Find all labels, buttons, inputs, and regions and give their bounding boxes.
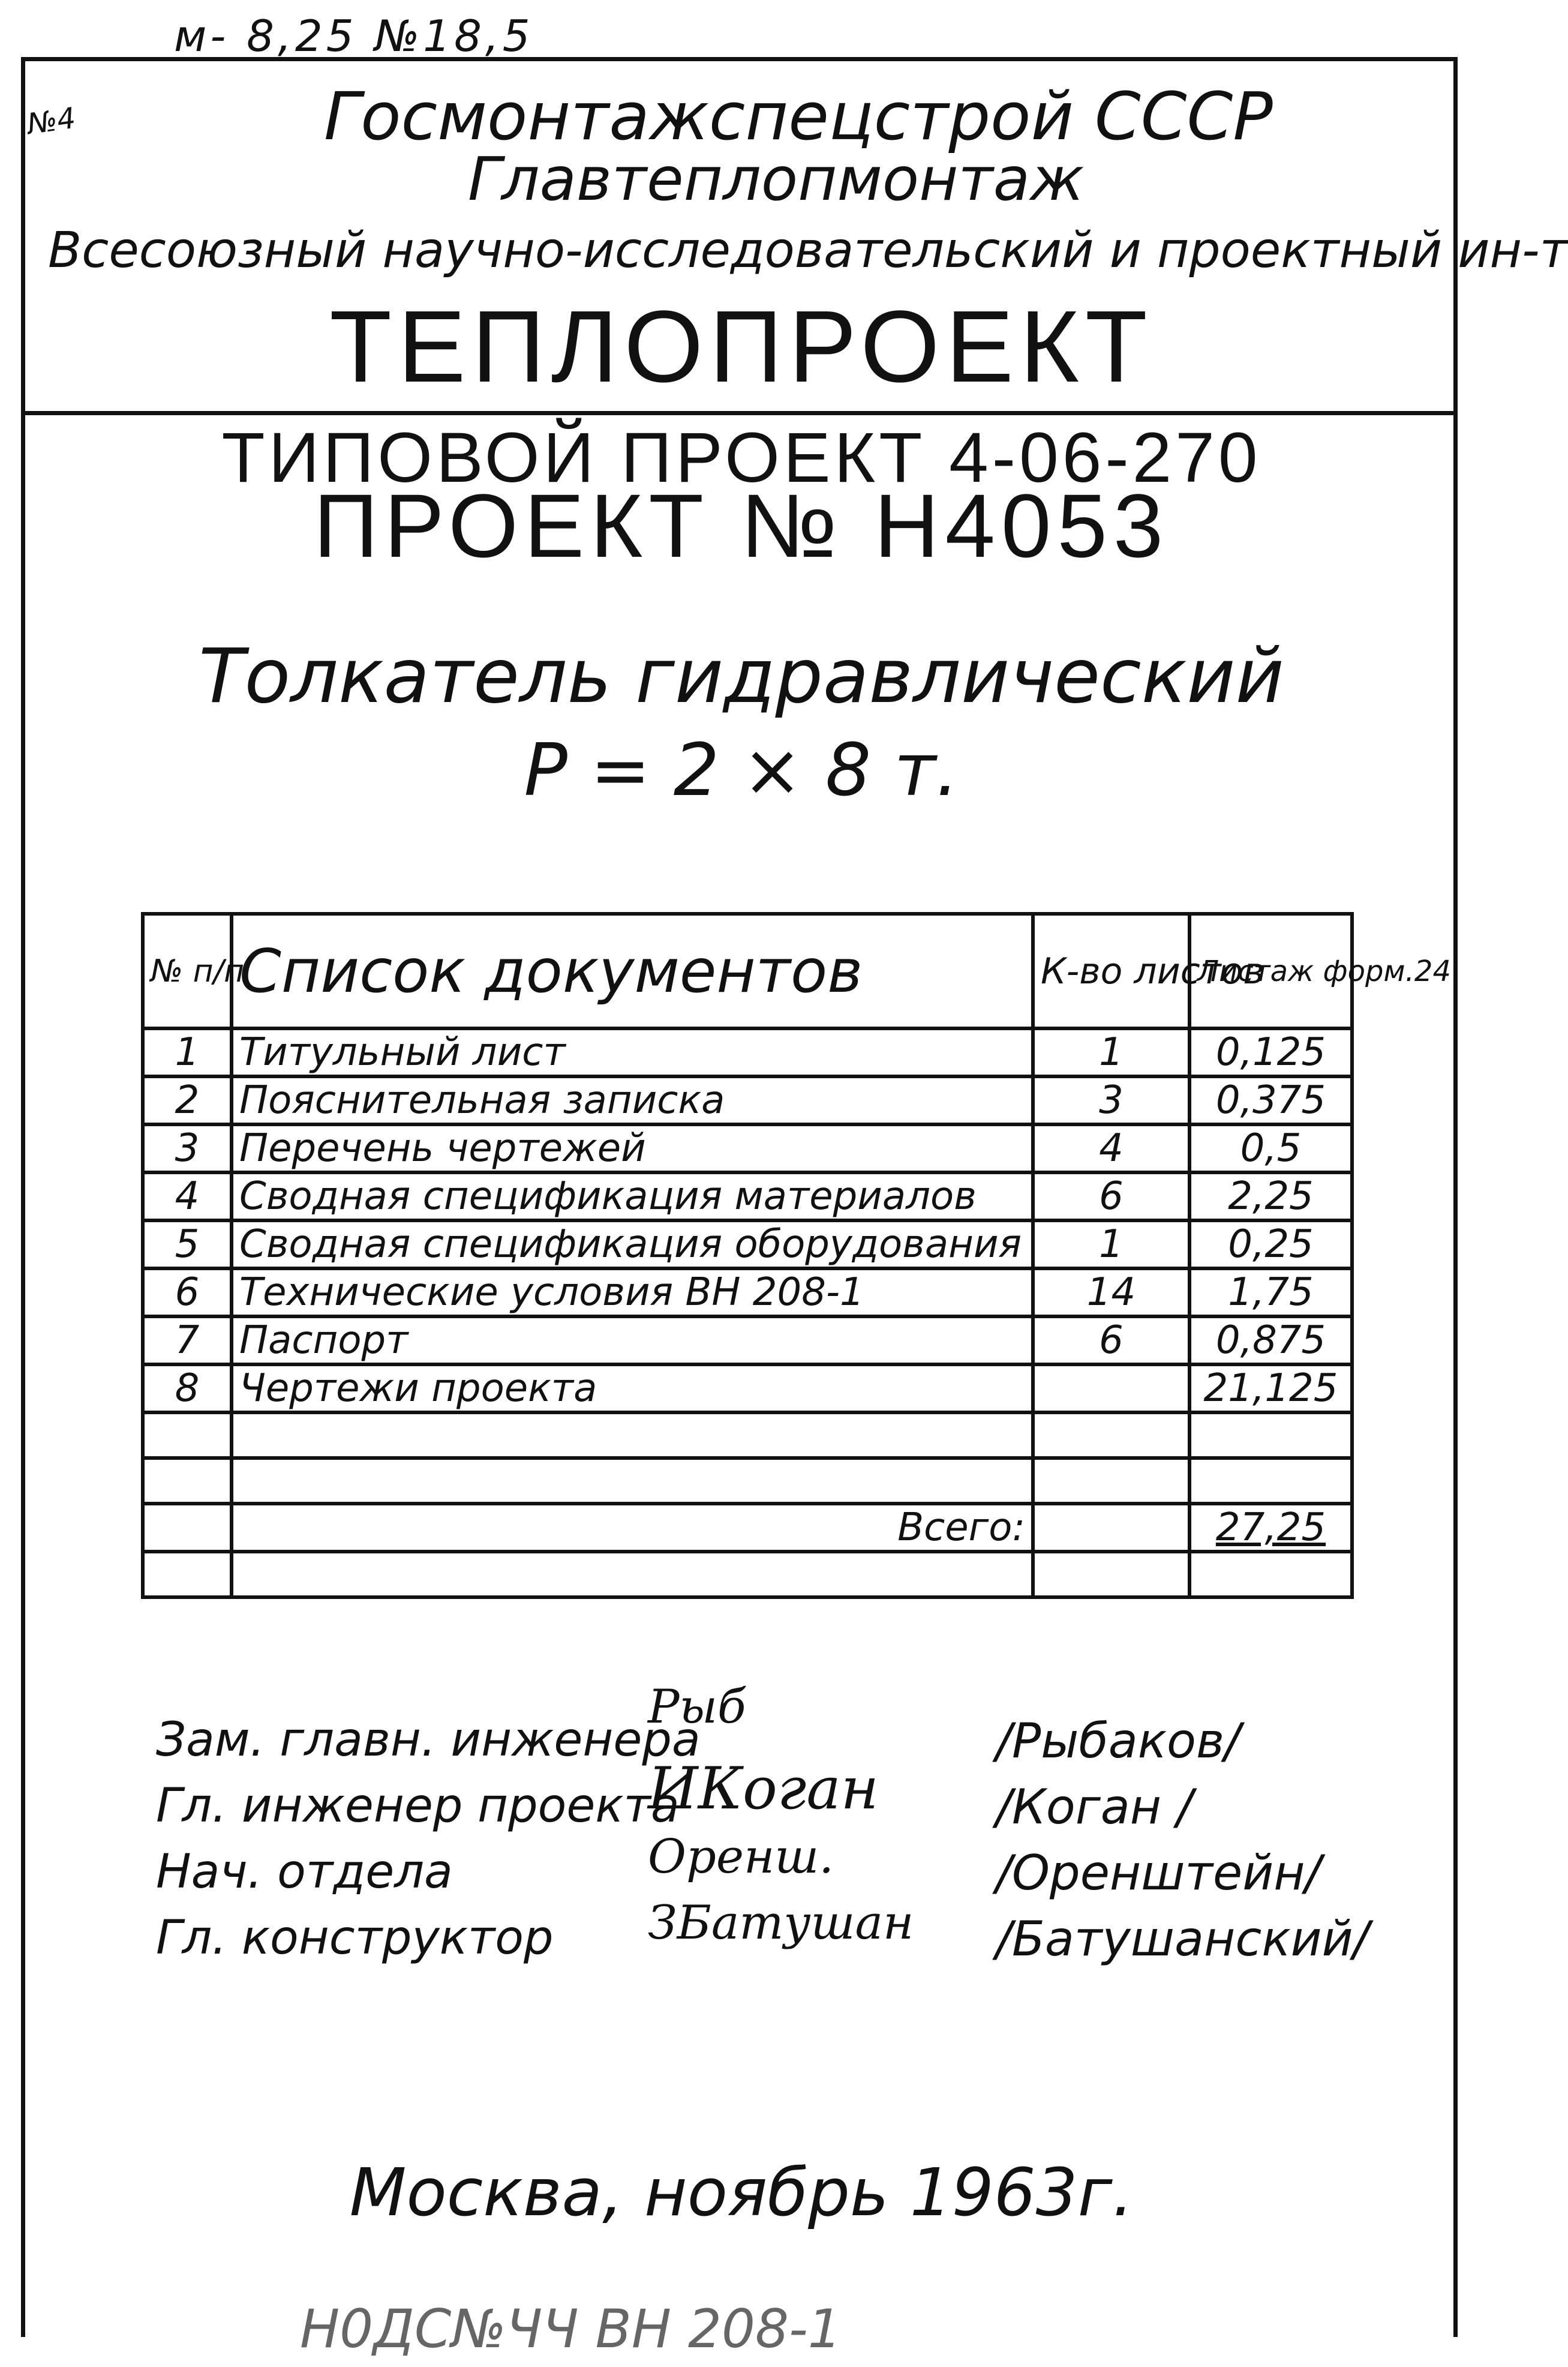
row-document-name: Сводная спецификация оборудования xyxy=(232,1220,1033,1268)
city-date: Москва, ноябрь 1963г. xyxy=(349,2154,1134,2231)
row-document-name: Чертежи проекта xyxy=(232,1364,1033,1412)
row-sheet-count: 3 xyxy=(1033,1076,1189,1124)
table-row-empty xyxy=(143,1552,1352,1597)
header-a4-count: Листаж форм.24 xyxy=(1189,914,1352,1028)
row-sheet-count: 1 xyxy=(1033,1220,1189,1268)
table-row xyxy=(143,1220,1352,1268)
row-sheet-count: 6 xyxy=(1033,1316,1189,1364)
row-document-name: Титульный лист xyxy=(232,1028,1033,1076)
row-a4-count: 0,375 xyxy=(1189,1076,1352,1124)
table-row xyxy=(143,1172,1352,1220)
row-number: 3 xyxy=(143,1124,232,1172)
table-row xyxy=(143,1268,1352,1316)
department-name: Главтеплопмонтаж xyxy=(468,144,1085,214)
signature-mark: Рыб xyxy=(648,1680,746,1734)
header-divider-line xyxy=(21,411,1458,415)
project-number: ПРОЕКТ № Н4053 xyxy=(313,475,1170,576)
row-document-name: Перечень чертежей xyxy=(232,1124,1033,1172)
documents-table xyxy=(141,912,1451,1599)
row-a4-count: 0,125 xyxy=(1189,1028,1352,1076)
table-row-empty xyxy=(143,1458,1352,1504)
margin-annotation: №4 xyxy=(25,101,78,142)
row-document-name: Технические условия ВН 208-1 xyxy=(232,1268,1033,1316)
institute-description: Всесоюзный научно-исследовательский и проектный ин-т xyxy=(48,222,1568,279)
signature-role: Гл. конструктор xyxy=(156,1911,554,1965)
row-number: 2 xyxy=(143,1076,232,1124)
row-a4-count: 2,25 xyxy=(1189,1172,1352,1220)
signature-role: Зам. главн. инженера xyxy=(156,1713,701,1767)
row-document-name: Сводная спецификация материалов xyxy=(232,1172,1033,1220)
signature-role: Гл. инженер проекта xyxy=(156,1779,680,1833)
row-number: 5 xyxy=(143,1220,232,1268)
document-subtitle: Р = 2 × 8 т. xyxy=(524,729,959,812)
row-a4-count: 0,25 xyxy=(1189,1220,1352,1268)
total-value: 27,25 xyxy=(1215,1505,1326,1550)
row-number: 4 xyxy=(143,1172,232,1220)
ministry-name: Госмонтажспецстрой СССР xyxy=(324,78,1273,155)
signature-mark: Оренш. xyxy=(648,1830,834,1884)
row-document-name: Пояснительная записка xyxy=(232,1076,1033,1124)
table-row xyxy=(143,1124,1352,1172)
signature-role: Нач. отдела xyxy=(156,1845,453,1899)
table-header-row xyxy=(143,914,1352,1028)
row-a4-count: 0,5 xyxy=(1189,1124,1352,1172)
table-total-row xyxy=(143,1504,1352,1552)
row-a4-count: 1,75 xyxy=(1189,1268,1352,1316)
table-row-empty xyxy=(143,1412,1352,1458)
table-row xyxy=(143,1316,1352,1364)
header-number: № п/п xyxy=(143,914,232,1028)
row-sheet-count: 1 xyxy=(1033,1028,1189,1076)
row-a4-count: 0,875 xyxy=(1189,1316,1352,1364)
row-sheet-count xyxy=(1033,1364,1189,1412)
signatory-name: /Оренштейн/ xyxy=(996,1845,1321,1901)
row-number: 8 xyxy=(143,1364,232,1412)
row-sheet-count: 4 xyxy=(1033,1124,1189,1172)
signature-mark: ЗБатушан xyxy=(648,1896,914,1950)
row-document-name: Паспорт xyxy=(232,1316,1033,1364)
table-row xyxy=(143,1364,1352,1412)
header-document-list: Список документов xyxy=(232,914,1033,1028)
top-annotation: м- 8,25 №18,5 xyxy=(174,11,534,61)
typical-project-number: ТИПОВОЙ ПРОЕКТ 4-06-270 xyxy=(221,418,1261,497)
bottom-annotation: Н0ДС№ЧЧ ВН 208-1 xyxy=(300,2298,842,2360)
signature-mark: ИКоган xyxy=(648,1755,879,1822)
row-number: 6 xyxy=(143,1268,232,1316)
header-sheet-count: К-во листов xyxy=(1033,914,1189,1028)
document-title: Толкатель гидравлический xyxy=(199,633,1284,720)
signatory-name: /Коган / xyxy=(996,1779,1193,1835)
institute-name: ТЕПЛОПРОЕКТ xyxy=(329,290,1154,404)
row-a4-count: 21,125 xyxy=(1189,1364,1352,1412)
row-sheet-count: 14 xyxy=(1033,1268,1189,1316)
row-sheet-count: 6 xyxy=(1033,1172,1189,1220)
total-label: Всего: xyxy=(232,1504,1033,1552)
row-number: 7 xyxy=(143,1316,232,1364)
signatory-name: /Батушанский/ xyxy=(996,1911,1369,1967)
table-row xyxy=(143,1028,1352,1076)
table-row xyxy=(143,1076,1352,1124)
signatory-name: /Рыбаков/ xyxy=(996,1713,1241,1769)
row-number: 1 xyxy=(143,1028,232,1076)
